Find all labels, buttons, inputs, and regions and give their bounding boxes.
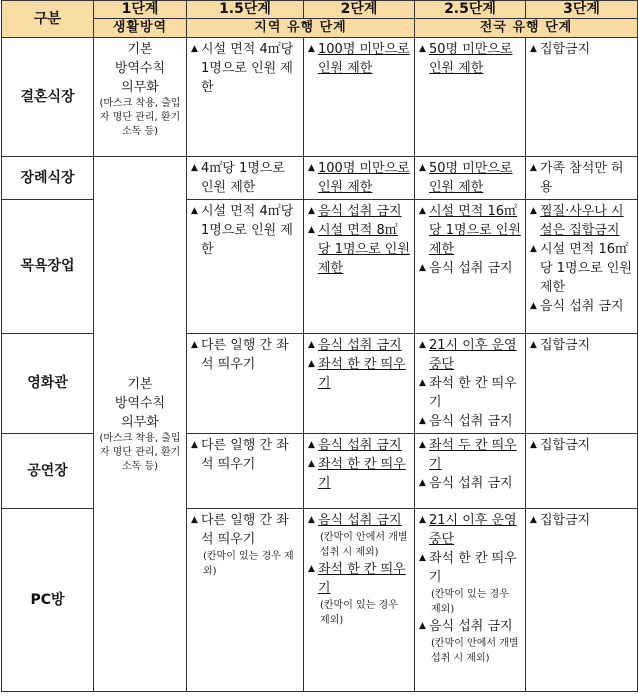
rule-text: 시설 면적 4㎡당 1명으로 인원 제한 [201,42,294,95]
bullet-icon: ▲ [419,515,426,525]
rule-text: 21시 이후 운영 중단 [429,513,517,547]
rule-text: 음식 섭취 금지 [429,414,513,429]
bullet-icon: ▲ [191,440,198,450]
header-stage-2-5: 2.5단계 [415,1,526,19]
rule-text: 시설 면적 8㎡당 1명으로 인원 제한 [318,223,410,276]
rule-text: 좌석 두 칸 띄우기 [429,438,517,472]
row-label-wedding: 결혼식장 [2,38,94,157]
rule-text: 4㎡당 1명으로 인원 제한 [201,161,285,195]
bullet-icon: ▲ [530,301,537,311]
bullet-icon: ▲ [419,621,426,631]
bullet-icon: ▲ [308,44,315,54]
rule-text: 음식 섭취 금지 [318,513,402,528]
cell-funeral-s3 [526,157,638,200]
bullet-icon: ▲ [530,163,537,173]
rule-text: 시설 면적 4㎡당 1명으로 인원 제한 [201,204,294,257]
rule-note: (칸막이 있는 경우 제외) [431,589,509,615]
bullet-icon: ▲ [308,459,315,469]
bullet-icon: ▲ [419,378,426,388]
rule-text: 좌석 한 칸 띄우기 [318,357,406,391]
cell-theater-s15 [187,434,304,509]
bullet-icon: ▲ [530,44,537,54]
bullet-icon: ▲ [419,263,426,273]
rule-text: 집합금지 [540,42,591,57]
cell-theater-s3 [526,434,638,509]
rule-note: (칸막이 안에서 개별 섭취 시 제외) [431,638,519,664]
rule-note: (칸막이 있는 경우 제외) [320,600,398,626]
bullet-icon: ▲ [530,206,537,216]
rule-text: 21시 이후 운영 중단 [429,338,517,372]
rule-text: 음식 섭취 금지 [429,261,513,276]
rule-text: 집합금지 [540,338,591,353]
cell-theater-s2 [304,434,415,509]
bullet-icon: ▲ [419,478,426,488]
basic-note: (마스크 착용, 출입자 명단 관리, 환기소독 등) [99,98,181,137]
bullet-icon: ▲ [308,225,315,235]
bullet-icon: ▲ [191,163,198,173]
cell-bath-s25 [415,200,526,334]
stage-rules-table [1,0,638,692]
basic-title-2: 방역수칙 [114,61,166,76]
rule-text: 찜질·사우나 시설은 집합금지 [540,204,624,238]
row-label-bath: 목욕장업 [2,200,94,334]
rule-text: 음식 섭취 금지 [429,619,513,634]
cell-cinema-s2 [304,334,415,434]
cell-pcroom-s3 [526,509,638,692]
bullet-icon: ▲ [308,440,315,450]
basic-title-1: 기본 [127,376,153,392]
bullet-icon: ▲ [419,44,426,54]
header-stage-2: 2단계 [304,1,415,19]
bullet-icon: ▲ [419,416,426,426]
bullet-icon: ▲ [530,515,537,525]
rule-text: 집합금지 [540,513,591,528]
rule-text: 100명 미만으로 인원 제한 [318,42,410,76]
cell-cinema-s25 [415,334,526,434]
header-regional: 지역 유행 단계 [187,19,415,38]
bullet-icon: ▲ [419,553,426,563]
rule-text: 좌석 한 칸 띄우기 [429,551,517,585]
basic-note: (마스크 착용, 출입자 명단 관리, 환기소독 등) [99,432,181,472]
basic-rules-merged [94,157,187,692]
basic-title-2: 방역수칙 [114,395,166,411]
rule-text: 다른 일행 간 좌석 띄우기 [201,338,289,372]
header-stage-1-sub: 생활방역 [94,19,187,38]
rule-text: 다른 일행 간 좌석 띄우기 [201,438,289,472]
rule-text: 50명 미만으로 인원 제한 [429,42,513,76]
header-national: 전국 유행 단계 [415,19,638,38]
bullet-icon: ▲ [191,515,198,525]
cell-pcroom-s25 [415,509,526,692]
basic-title-3: 의무화 [121,414,159,430]
cell-cinema-s15 [187,334,304,434]
rule-text: 음식 섭취 금지 [540,299,624,314]
cell-funeral-s25 [415,157,526,200]
basic-title-1: 기본 [127,42,153,57]
row-label-pcroom: PC방 [2,509,94,692]
cell-wedding-s3 [526,38,638,157]
rule-text: 음식 섭취 금지 [318,204,402,219]
cell-wedding-s15 [187,38,304,157]
bullet-icon: ▲ [308,206,315,216]
cell-pcroom-s2 [304,509,415,692]
bullet-icon: ▲ [308,515,315,525]
bullet-icon: ▲ [530,244,537,254]
cell-wedding-s2 [304,38,415,157]
header-stage-1: 1단계 [94,1,187,19]
cell-wedding-s25 [415,38,526,157]
rule-note: (칸막이 있는 경우 제외) [203,551,294,577]
rule-text: 시설 면적 16㎡당 1명으로 인원 제한 [540,242,632,295]
rule-text: 좌석 한 칸 띄우기 [318,457,406,491]
cell-theater-s25 [415,434,526,509]
bullet-icon: ▲ [419,206,426,216]
rule-text: 좌석 한 칸 띄우기 [429,376,517,410]
bullet-icon: ▲ [191,206,198,216]
bullet-icon: ▲ [530,440,537,450]
bullet-icon: ▲ [419,163,426,173]
bullet-icon: ▲ [308,564,315,574]
header-category: 구분 [2,1,94,38]
bullet-icon: ▲ [419,440,426,450]
rule-text: 집합금지 [540,438,591,453]
rule-text: 시설 면적 16㎡당 1명으로 인원 제한 [429,204,521,257]
bullet-icon: ▲ [308,359,315,369]
bullet-icon: ▲ [308,163,315,173]
bullet-icon: ▲ [191,44,198,54]
header-stage-3: 3단계 [526,1,638,19]
row-label-cinema: 영화관 [2,334,94,434]
cell-cinema-s3 [526,334,638,434]
cell-funeral-s2 [304,157,415,200]
rule-text: 음식 섭취 금지 [318,338,402,353]
rule-text: 50명 미만으로 인원 제한 [429,161,513,195]
rule-text: 좌석 한 칸 띄우기 [318,562,406,596]
header-stage-1-5: 1.5단계 [187,1,304,19]
rule-text: 다른 일행 간 좌석 띄우기 [201,513,289,547]
cell-funeral-s15 [187,157,304,200]
cell-bath-s2 [304,200,415,334]
cell-bath-s3 [526,200,638,334]
rule-text: 음식 섭취 금지 [429,476,513,491]
basic-title-3: 의무화 [121,80,159,95]
bullet-icon: ▲ [419,340,426,350]
bullet-icon: ▲ [530,340,537,350]
rule-text: 음식 섭취 금지 [318,438,402,453]
cell-bath-s15 [187,200,304,334]
rule-note: (칸막이 안에서 개별 섭취 시 제외) [320,532,408,558]
rule-text: 100명 미만으로 인원 제한 [318,161,410,195]
basic-rules-wedding [94,38,187,157]
rule-text: 가족 참석만 허용 [540,161,624,195]
row-label-funeral: 장례식장 [2,157,94,200]
bullet-icon: ▲ [191,340,198,350]
cell-pcroom-s15 [187,509,304,692]
row-label-theater: 공연장 [2,434,94,509]
bullet-icon: ▲ [308,340,315,350]
